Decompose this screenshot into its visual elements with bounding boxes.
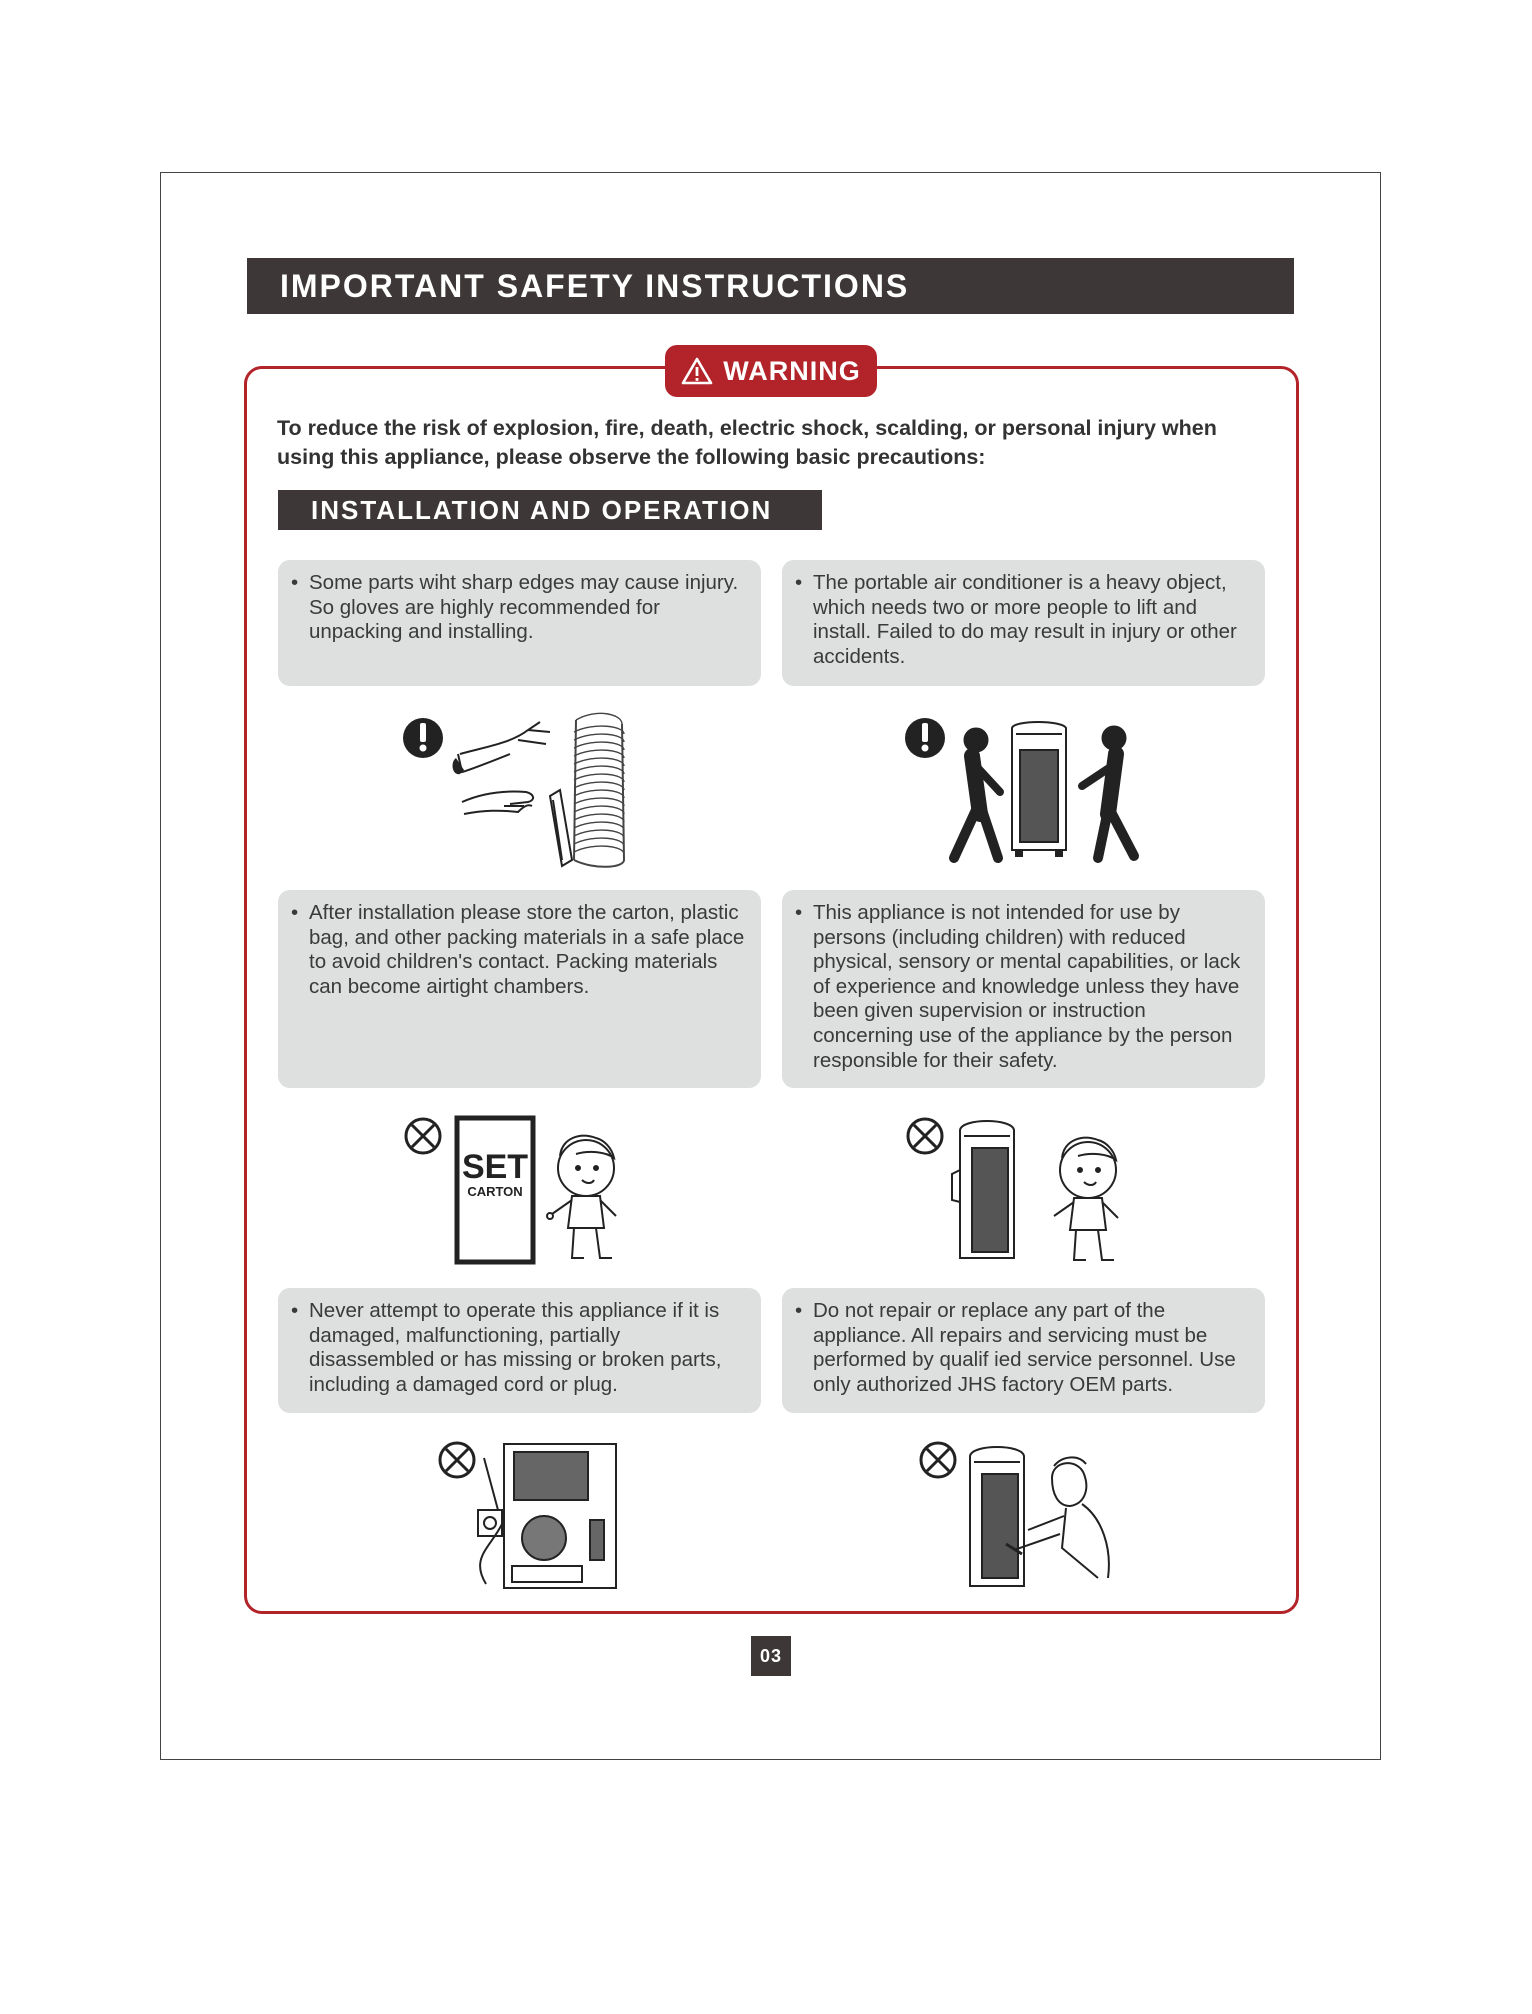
carton-big-label: SET: [461, 1148, 529, 1186]
air-conditioner-icon: [1012, 722, 1066, 856]
warning-intro: To reduce the risk of explosion, fire, death, electric shock, scalding, or personal injury when using this appliance, please observe the following basic precautions:: [277, 416, 1217, 469]
person-left-icon: [954, 728, 1000, 858]
page-title: IMPORTANT SAFETY INSTRUCTIONS: [247, 258, 1294, 314]
hand-icon: [462, 791, 533, 814]
filter-icon: [550, 790, 572, 866]
person-right-icon: [1082, 726, 1134, 858]
prohibited-icon: [440, 1443, 474, 1477]
gloves-hose-illustration: [400, 710, 650, 872]
air-conditioner-icon: [970, 1447, 1024, 1586]
person-repairing-illustration: [902, 1438, 1142, 1590]
instruction-card-heavy-object: [782, 560, 1265, 686]
bullet: •: [291, 1299, 299, 1322]
page-number: 03: [751, 1636, 791, 1676]
instruction-text: The portable air conditioner is a heavy object, which needs two or more people to lift and install. Failed to do may result in injury or other accidents.: [813, 571, 1237, 668]
caution-icon: [403, 718, 443, 758]
two-people-lifting-illustration: [902, 710, 1162, 872]
air-conditioner-icon: [504, 1444, 616, 1588]
instruction-card-supervision: [782, 890, 1265, 1088]
hose-icon: [574, 713, 624, 866]
damaged-cord-illustration: [420, 1438, 630, 1590]
carton-child-illustration: [400, 1110, 640, 1270]
carton-small-label: CARTON: [467, 1184, 523, 1199]
instruction-text: After installation please store the carton, plastic bag, and other packing materials in a safe place to avoid children's contact. Packing materials can become airtight chambers.: [309, 901, 745, 998]
instruction-text: Do not repair or replace any part of the appliance. All repairs and servicing must be performed by qualif ied service personnel. Use only authorized JHS factory OEM parts.: [813, 1299, 1236, 1396]
child-icon: [547, 1136, 616, 1258]
caution-icon: [905, 718, 945, 758]
prohibited-icon: [406, 1119, 440, 1153]
bullet: •: [795, 901, 803, 924]
prohibited-icon: [921, 1443, 955, 1477]
air-conditioner-icon: [952, 1121, 1014, 1258]
bullet: •: [291, 571, 299, 594]
instruction-card-damaged: [278, 1288, 761, 1413]
instruction-text: This appliance is not intended for use by persons (including children) with reduced physical, sensory or mental capabilities, or lack of experience and knowledge unless they have been given supervision or instruction concerning use of the appliance by the person responsible for their safety.: [813, 901, 1241, 1072]
prohibited-icon: [908, 1119, 942, 1153]
appliance-child-illustration: [902, 1110, 1152, 1270]
warning-label: WARNING: [723, 355, 861, 386]
warning-triangle-icon: [681, 357, 713, 385]
section-title: INSTALLATION AND OPERATION: [278, 490, 822, 530]
instruction-text: Never attempt to operate this appliance if it is damaged, malfunctioning, partially disassembled or has missing or broken parts, including a damaged cord or plug.: [309, 1299, 722, 1396]
child-icon: [1054, 1138, 1118, 1260]
glove-icon: [458, 722, 550, 772]
instruction-card-gloves: [278, 560, 761, 686]
carton-icon: [457, 1118, 533, 1262]
plug-cord-icon: [478, 1458, 502, 1584]
bullet: •: [291, 901, 299, 924]
instruction-card-repair: [782, 1288, 1265, 1413]
warning-badge: [665, 345, 877, 397]
bullet: •: [795, 1299, 803, 1322]
bullet: •: [795, 571, 803, 594]
instruction-card-packing: [278, 890, 761, 1088]
instruction-text: Some parts wiht sharp edges may cause injury. So gloves are highly recommended for unpacking and installing.: [309, 571, 739, 644]
